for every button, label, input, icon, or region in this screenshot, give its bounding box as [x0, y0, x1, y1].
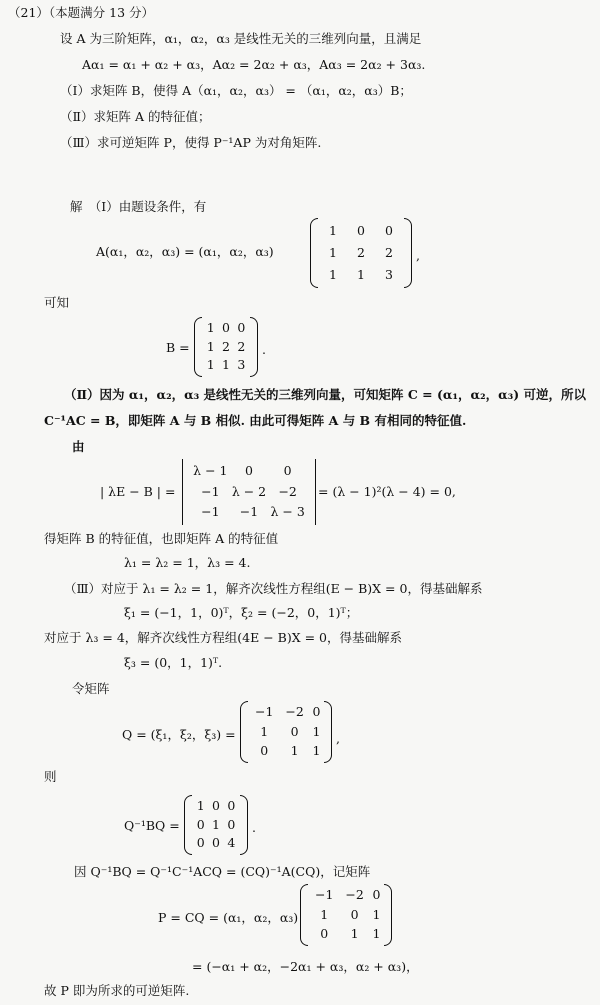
matrix-cell: 0	[312, 704, 321, 720]
matrix-cell: −1	[239, 504, 259, 520]
matrix-cell: 0	[212, 798, 220, 814]
you-label: 由	[72, 439, 85, 454]
b-definition-left: B =	[166, 340, 190, 355]
problem-part-2: （Ⅱ）求矩阵 A 的特征值；	[60, 109, 211, 124]
matrix-cell: 1	[196, 798, 205, 814]
matrix-p	[300, 884, 392, 946]
matrix-cell: λ − 3	[270, 504, 305, 520]
matrix-cell: 0	[212, 835, 220, 851]
matrix-cell: 0	[260, 743, 269, 759]
p-result: = (−α₁ + α₂，−2α₁ + α₃，α₂ + α₃)，	[192, 959, 419, 974]
matrix-cell: 1	[206, 320, 215, 336]
part-2-line-1: （Ⅱ）因为 α₁，α₂，α₃ 是线性无关的三维列向量，可知矩阵 C = (α₁，α₂，α₃) 可逆，所以	[64, 387, 586, 402]
matrix-q	[240, 701, 332, 763]
matrix-cell: 1	[212, 816, 220, 832]
qbq-period: .	[252, 820, 256, 835]
b-definition-period: .	[262, 342, 266, 357]
matrix-cell: 1	[329, 266, 337, 282]
matrix-cell: 0	[357, 222, 365, 238]
matrix-cell: 1	[260, 723, 269, 739]
problem-part-1: （Ⅰ）求矩阵 B，使得 A（α₁，α₂，α₃） = （α₁，α₂，α₃）B；	[60, 83, 412, 98]
matrix-cell: 3	[385, 266, 393, 282]
matrix-cell: 0	[237, 320, 246, 336]
matrix-cell: 2	[357, 244, 365, 260]
q-definition-comma: ,	[336, 731, 340, 746]
equation-1-comma: ,	[416, 248, 420, 263]
matrix-cell: 2	[222, 338, 230, 354]
matrix-cell: 1	[372, 926, 381, 942]
equation-1-left: A(α₁，α₂，α₃) = (α₁，α₂，α₃)	[96, 244, 274, 259]
matrix-cell: −1	[314, 887, 334, 903]
matrix-cell: 0	[385, 222, 393, 238]
matrix-cell: λ − 2	[231, 483, 267, 499]
matrix-cell: 0	[283, 463, 292, 479]
part-2-line-2: C⁻¹AC = B，即矩阵 A 与 B 相似. 由此可得矩阵 A 与 B 有相同的特征值.	[44, 413, 467, 428]
determinant-matrix	[182, 459, 316, 525]
matrix-cell: −2	[285, 704, 304, 720]
matrix-cell: λ − 1	[193, 463, 228, 479]
matrix-cell: −1	[201, 483, 220, 499]
matrix-cell: 1	[329, 222, 337, 238]
matrix-cell: 0	[372, 887, 381, 903]
det-right: = (λ − 1)²(λ − 4) = 0,	[318, 484, 456, 499]
matrix-cell: 0	[196, 835, 205, 851]
matrix-b	[194, 317, 258, 377]
eigen-intro: 得矩阵 B 的特征值，也即矩阵 A 的特征值	[44, 531, 279, 546]
matrix-cell: −1	[201, 504, 220, 520]
matrix-cell: 0	[196, 816, 205, 832]
matrix-cell: 1	[222, 357, 230, 373]
matrix-cell: 1	[206, 357, 215, 373]
conclusion: 故 P 即为所求的可逆矩阵.	[44, 983, 190, 998]
matrix-cell: 1	[312, 723, 321, 739]
matrix-cell: 2	[237, 338, 246, 354]
matrix-cell: 1	[320, 906, 329, 922]
matrix-cell: 0	[245, 463, 253, 479]
part-3-line-1: （Ⅲ）对应于 λ₁ = λ₂ = 1，解齐次线性方程组(E − B)X = 0，得基础解系	[64, 581, 483, 596]
matrix-cell: 0	[227, 798, 236, 814]
matrix-cell: 1	[312, 743, 321, 759]
matrix-cell: 1	[206, 338, 215, 354]
matrix-cell: 0	[350, 906, 359, 922]
p-definition-left: P = CQ = (α₁，α₂，α₃)	[158, 910, 299, 925]
matrix-cell: 0	[320, 926, 329, 942]
matrix-cell: 2	[385, 244, 393, 260]
matrix-cell: 4	[227, 835, 236, 851]
problem-header: （21）（本题满分 13 分）	[8, 5, 155, 20]
matrix-cell: 1	[357, 266, 365, 282]
matrix-cell: 1	[329, 244, 337, 260]
xi-1-2: ξ₁ = (−1，1，0)ᵀ，ξ₂ = (−2，0，1)ᵀ；	[124, 605, 359, 620]
matrix-cell: 3	[237, 357, 246, 373]
yin-line: 因 Q⁻¹BQ = Q⁻¹C⁻¹ACQ = (CQ)⁻¹A(CQ)，记矩阵	[74, 864, 371, 879]
ze-label: 则	[44, 769, 57, 784]
problem-equations: Aα₁ = α₁ + α₂ + α₃，Aα₂ = 2α₂ + α₃，Aα₃ = 2α₂ + 3α₃.	[82, 57, 426, 72]
problem-part-3: （Ⅲ）求可逆矩阵 P，使得 P⁻¹AP 为对角矩阵.	[60, 135, 322, 150]
matrix-cell: 1	[350, 926, 359, 942]
part-3-line-2: 对应于 λ₃ = 4，解齐次线性方程组(4E − B)X = 0，得基础解系	[44, 630, 402, 645]
xi-3: ξ₃ = (0，1，1)ᵀ.	[124, 655, 223, 670]
det-left: | λE − B | =	[100, 484, 176, 499]
kezhi-label: 可知	[44, 295, 70, 310]
matrix-cell: 0	[227, 816, 236, 832]
matrix-cell: −2	[345, 887, 364, 903]
matrix-cell: −2	[278, 483, 297, 499]
solution-intro: 解 （Ⅰ）由题设条件，有	[70, 199, 207, 214]
ling-label: 令矩阵	[72, 681, 110, 696]
matrix-diagonal	[184, 795, 248, 855]
matrix-b-equation	[310, 218, 412, 288]
matrix-cell: −1	[254, 704, 274, 720]
matrix-cell: 0	[222, 320, 230, 336]
q-definition-left: Q = (ξ₁，ξ₂，ξ₃) =	[122, 727, 236, 742]
problem-stem: 设 A 为三阶矩阵，α₁，α₂，α₃ 是线性无关的三维列向量，且满足	[60, 31, 422, 46]
matrix-cell: 1	[290, 743, 299, 759]
qbq-left: Q⁻¹BQ =	[124, 818, 180, 833]
matrix-cell: 1	[372, 906, 381, 922]
matrix-cell: 0	[290, 723, 299, 739]
eigenvalues: λ₁ = λ₂ = 1，λ₃ = 4.	[124, 555, 251, 570]
